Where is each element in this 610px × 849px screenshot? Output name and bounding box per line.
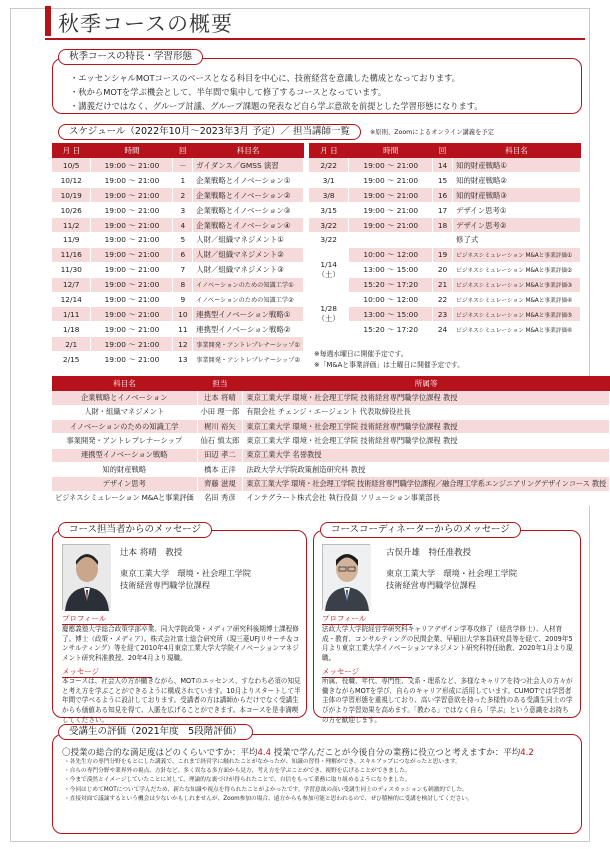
day-text: （土） <box>317 269 340 279</box>
table-row <box>52 307 304 322</box>
table-cell: 1 <box>173 173 193 188</box>
table-cell: 10/19 <box>52 188 91 203</box>
table-row <box>52 391 610 405</box>
table-cell: ビジネスシミュレーション M&Aと事業評価⑤ <box>453 307 581 322</box>
message-text: 本コースは、社会人の方が働きながら、MOTのエッセンス、すなわち必須の知見と考え方を学ぶことができるように構成されています。10月よりスタートして半年間で学べるように設計しております。受講者の方は講師からだけでなく受講生からも価値ある知見を得て、人脈を広げることができます。本コースを是非満喫してください。 <box>62 677 301 724</box>
table-cell: 18 <box>433 218 453 233</box>
table-cell: 20 <box>433 262 453 277</box>
date-text: 1/28 <box>320 304 337 314</box>
table-cell: 15:20 〜 17:20 <box>349 277 433 292</box>
table-cell: 11/30 <box>52 262 91 277</box>
table-cell: 19:00 〜 21:00 <box>91 247 173 262</box>
table-cell: 連携型イノベーション戦略① <box>193 307 304 322</box>
table-row <box>52 462 610 476</box>
table-row <box>52 262 304 277</box>
table-cell: 19:00 〜 21:00 <box>91 218 173 233</box>
table-row <box>52 337 304 352</box>
table-cell: 13:00 〜 15:00 <box>349 307 433 322</box>
schedule-table-right <box>309 143 581 337</box>
title-accent-bar <box>45 6 51 36</box>
org-line: 東京工業大学 環境・社会理工学院 <box>120 568 252 578</box>
date-text: 1/14 <box>320 259 337 269</box>
table-cell: 19:00 〜 21:00 <box>91 173 173 188</box>
table-row <box>309 173 581 188</box>
table-cell <box>433 232 453 247</box>
table-cell: 事業開発・アントレプレナーシップ <box>52 434 197 448</box>
table-cell: 10/12 <box>52 173 91 188</box>
page-title: 秋季コースの概要 <box>58 12 233 36</box>
comment-item: ・今まで漠然とイメージしていたことに対して、理論的な裏づけが得られたことで、自信をもって業務に取り組めるようになりました。 <box>64 777 411 784</box>
col-header: 科目名 <box>193 143 304 158</box>
table-row <box>52 434 610 448</box>
table-cell: 13:00 〜 15:00 <box>349 262 433 277</box>
table-row <box>52 322 304 337</box>
table-cell: 3/8 <box>309 188 349 203</box>
table-cell: 19:00 〜 21:00 <box>91 337 173 352</box>
table-row <box>309 262 581 277</box>
table-cell: － <box>173 158 193 173</box>
table-cell: 19:00 〜 21:00 <box>349 158 433 173</box>
org-line: 技術経営専門職学位課程 <box>386 580 477 590</box>
table-cell: ビジネスシミュレーション M&Aと事業評価① <box>453 247 581 262</box>
table-cell: 19 <box>433 247 453 262</box>
table-cell: 19:00 〜 21:00 <box>91 262 173 277</box>
table-cell: 19:00 〜 21:00 <box>91 188 173 203</box>
usefulness-score: 4.2 <box>520 748 534 758</box>
table-cell: 19:00 〜 21:00 <box>91 307 173 322</box>
table-row <box>52 158 304 173</box>
col-header: 科目名 <box>52 376 197 391</box>
profile-text: 慶應義塾大学総合政策学部卒業、同大学院政策・メディア研究科後期博士課程修了。博士（政策・メディア）。株式会社富士総合研究所（現三菱UFJリサーチ＆コンサルティング）等を経て2010年4月東京工業大学大学院イノベーションマネジメント研究科准教授、20年4月より現職。 <box>62 625 300 663</box>
coordinator-name: 古俣升雄 特任准教授 <box>386 548 472 558</box>
coordinator-affiliation <box>386 567 517 591</box>
table-row <box>52 477 610 491</box>
table-cell: 事業開発・アントレプレナーシップ② <box>193 352 304 367</box>
col-header: 回 <box>173 143 193 158</box>
table-cell: イノベーションのための知識工学① <box>193 277 304 292</box>
table-cell: 5 <box>173 232 193 247</box>
table-cell: 人財／組織マネジメント③ <box>193 262 304 277</box>
table-cell: 19:00 〜 21:00 <box>91 352 173 367</box>
table-cell: 2/1 <box>52 337 91 352</box>
table-row <box>309 247 581 262</box>
table-row <box>309 232 581 247</box>
table-cell: 3 <box>173 203 193 218</box>
table-cell: 知的財産戦略① <box>453 158 581 173</box>
satisfaction-question: 〇授業の総合的な満足度はどのくらいですか：平均 <box>62 748 258 758</box>
table-cell: 連携型イノベーション戦略 <box>52 448 197 462</box>
table-cell: 連携型イノベーション戦略② <box>193 322 304 337</box>
table-row <box>309 218 581 233</box>
features-list <box>70 71 570 113</box>
table-cell: 橋本 正洋 <box>197 462 243 476</box>
table-cell: 19:00 〜 21:00 <box>91 203 173 218</box>
table-cell: 8 <box>173 277 193 292</box>
title-rule <box>45 38 585 40</box>
table-cell: 知的財産戦略③ <box>453 188 581 203</box>
table-cell: 21 <box>433 277 453 292</box>
table-cell: ビジネスシミュレーション M&Aと事業評価④ <box>453 292 581 307</box>
table-cell: 10/26 <box>52 203 91 218</box>
table-row <box>309 277 581 292</box>
features-heading: 秋季コースの特長・学習形態 <box>58 49 203 65</box>
table-cell: ビジネスシミュレーション M&Aと事業評価② <box>453 262 581 277</box>
instructor-name: 辻本 将晴 教授 <box>120 548 183 558</box>
schedule-heading: スケジュール（2022年10月〜2023年3月 予定）／ 担当講師一覧 <box>58 124 361 140</box>
table-cell: 10 <box>173 307 193 322</box>
table-cell: 10:00 〜 12:00 <box>349 247 433 262</box>
table-cell: イノベーションのための知識工学② <box>193 292 304 307</box>
schedule-notes <box>314 349 464 371</box>
org-line: 東京工業大学 環境・社会理工学院 <box>386 568 518 578</box>
comment-item: ・今回はじめてMOTについて学んだため、新たな知識や視点を得られたことがよかったです。学習意欲の高い受講生同士のディスカッションも刺激的でした。 <box>64 786 468 793</box>
table-cell: 19:00 〜 21:00 <box>349 203 433 218</box>
table-cell: デザイン思考② <box>453 218 581 233</box>
message-text: 所属、役職、年代、専門性、文系・理系など、多様なキャリアを持つ社会人の方々が働きながらMOTを学び、自らのキャリア形成に活用しています。CUMOTでは学習者主体の学習形態を重視しており、高い学習意欲を持った多様性のある受講生同士の学びがより学習効果を高めます。「教わる」ではなく自ら「学ぶ」という意識をお持ちの方を歓迎します。 <box>322 677 573 724</box>
feature-item: ・講義だけではなく、グループ討議、グループ課題の発表など自ら学ぶ意欲を前提とした学習形態になります。 <box>70 101 483 111</box>
message-left-heading: コース担当者からのメッセージ <box>58 522 212 538</box>
table-cell: 3/22 <box>309 232 349 247</box>
table-cell: 17 <box>433 203 453 218</box>
table-cell: 東京工業大学 名誉教授 <box>243 448 610 462</box>
table-cell: 事業開発・アントレプレナーシップ① <box>193 337 304 352</box>
table-cell: 19:00 〜 21:00 <box>349 173 433 188</box>
instructor-affiliation <box>120 567 251 591</box>
table-cell: 企業戦略とイノベーション④ <box>193 218 304 233</box>
table-cell: デザイン思考① <box>453 203 581 218</box>
day-text: （土） <box>317 314 340 324</box>
table-row <box>52 277 304 292</box>
table-cell: ビジネスシミュレーション M&Aと事業評価 <box>52 491 197 505</box>
table-cell: 11 <box>173 322 193 337</box>
table-cell <box>349 232 433 247</box>
coordinator-photo <box>322 544 370 610</box>
table-row <box>52 188 304 203</box>
table-cell: ビジネスシミュレーション M&Aと事業評価③ <box>453 277 581 292</box>
table-row <box>52 448 610 462</box>
note-line: ※毎週水曜日に開催予定です。 <box>314 350 408 358</box>
table-cell: イノベーションのための知識工学 <box>52 420 197 434</box>
table-cell: 19:00 〜 21:00 <box>91 277 173 292</box>
col-header: 月 日 <box>52 143 91 158</box>
col-header: 時間 <box>349 143 433 158</box>
table-cell: 人財・組織マネジメント <box>52 405 197 419</box>
col-header: 時間 <box>91 143 173 158</box>
col-header: 月 日 <box>309 143 349 158</box>
table-cell: インテグラート株式会社 執行役員 ソリューション事業部長 <box>243 491 610 505</box>
table-cell: ビジネスシミュレーション M&Aと事業評価⑥ <box>453 322 581 337</box>
table-cell: 19:00 〜 21:00 <box>349 188 433 203</box>
table-cell: 7 <box>173 262 193 277</box>
table-cell: 法政大学大学院政策創造研究科 教授 <box>243 462 610 476</box>
table-cell: 企業戦略とイノベーション <box>52 391 197 405</box>
table-cell: 有限会社 チェンジ・エージェント 代表取締役社長 <box>243 405 610 419</box>
table-row <box>52 420 610 434</box>
table-cell: 11/9 <box>52 232 91 247</box>
table-cell: 3/1 <box>309 173 349 188</box>
table-cell: ガイダンス／GMSS 演習 <box>193 158 304 173</box>
table-row <box>52 491 610 505</box>
table-cell: 10:00 〜 12:00 <box>349 292 433 307</box>
comment-item: ・各先生方の専門分野をもとにした講義で、これまで経営学に触れたことがなかったが、知識の習得・理解ができ、スキルアップにつながったと思います。 <box>64 759 461 765</box>
col-header: 担当 <box>197 376 243 391</box>
table-cell: 知的財産戦略 <box>52 462 197 476</box>
table-cell: 辻本 将晴 <box>197 391 243 405</box>
instructor-table <box>52 376 610 506</box>
table-cell: 企業戦略とイノベーション③ <box>193 203 304 218</box>
table-cell: 2/22 <box>309 158 349 173</box>
table-cell: 3/22 <box>309 218 349 233</box>
profile-text: 法政大学大学院経営学研究科キャリアデザイン学専攻修了（経営学修士）、人材育成・教育、コンサルティングの民間企業、早稲田大学客員研究員等を経て、2009年5月より東京工業大学イノベーションマネジメント研究科特任助教、2020年1月より現職。 <box>322 625 573 663</box>
saturday-date-cell <box>309 292 349 337</box>
table-cell: 11/2 <box>52 218 91 233</box>
table-cell: 修了式 <box>453 232 581 247</box>
table-row <box>309 322 581 337</box>
table-row <box>52 173 304 188</box>
table-cell: 東京工業大学 環境・社会理工学院 技術経営専門職学位課程 教授 <box>243 391 610 405</box>
table-cell: 企業戦略とイノベーション① <box>193 173 304 188</box>
saturday-date-cell <box>309 247 349 292</box>
table-cell: 22 <box>433 292 453 307</box>
table-cell: 4 <box>173 218 193 233</box>
evaluation-scores <box>62 746 534 758</box>
table-cell: 10/5 <box>52 158 91 173</box>
table-cell: 人財／組織マネジメント② <box>193 247 304 262</box>
table-row <box>52 218 304 233</box>
evaluation-heading: 受講生の評価（2021年度 5段階評価） <box>58 724 253 740</box>
comment-item: ・自らの専門分野や業界外の視点、方針など、多く異なる多方面から見方、考え方を学ぶことができ、視野を広げることができました。 <box>64 768 411 775</box>
table-cell: 9 <box>173 292 193 307</box>
table-cell: 15:20 〜 17:20 <box>349 322 433 337</box>
org-line: 技術経営専門職学位課程 <box>120 580 211 590</box>
table-cell: 名田 秀彦 <box>197 491 243 505</box>
table-cell: 16 <box>433 188 453 203</box>
table-cell: 6 <box>173 247 193 262</box>
table-cell: 東京工業大学 環境・社会理工学院 技術経営専門職学位課程／融合理工学系エンジニアリングデザインコース 教授 <box>243 477 610 491</box>
profile-label: プロフィール <box>62 614 152 625</box>
table-cell: 仙石 慎太郎 <box>197 434 243 448</box>
table-row <box>52 232 304 247</box>
usefulness-question: 授業で学んだことが今後自分の業務に役立つと考えますか：平均 <box>273 748 521 758</box>
table-cell: 12 <box>173 337 193 352</box>
table-cell: 19:00 〜 21:00 <box>91 158 173 173</box>
table-row <box>52 352 304 367</box>
table-cell: 小田 理一郎 <box>197 405 243 419</box>
table-cell: 11/16 <box>52 247 91 262</box>
table-cell: 14 <box>433 158 453 173</box>
table-row <box>52 292 304 307</box>
satisfaction-score: 4.4 <box>257 748 272 758</box>
table-row <box>52 247 304 262</box>
note-line: ※「M&Aと事業評価」は土曜日に開催予定です。 <box>314 361 465 369</box>
table-cell: 田辺 孝二 <box>197 448 243 462</box>
table-cell: 19:00 〜 21:00 <box>91 292 173 307</box>
table-cell: 23 <box>433 307 453 322</box>
table-cell: 齊藤 滋規 <box>197 477 243 491</box>
table-row <box>309 307 581 322</box>
table-row <box>309 158 581 173</box>
table-cell: デザイン思考 <box>52 477 197 491</box>
table-cell: 19:00 〜 21:00 <box>91 232 173 247</box>
table-cell: 1/11 <box>52 307 91 322</box>
table-cell: 知的財産戦略② <box>453 173 581 188</box>
col-header: 所属等 <box>243 376 610 391</box>
message-label: メッセージ <box>322 667 412 678</box>
table-cell: 15 <box>433 173 453 188</box>
col-header: 科目名 <box>453 143 581 158</box>
table-cell: 2/15 <box>52 352 91 367</box>
schedule-note: ※原則、Zoomによるオンライン講義を予定 <box>370 129 494 136</box>
table-row <box>52 203 304 218</box>
table-cell: 12/14 <box>52 292 91 307</box>
message-label: メッセージ <box>62 667 152 678</box>
table-cell: 3/15 <box>309 203 349 218</box>
schedule-table-left <box>52 143 304 367</box>
feature-item: ・エッセンシャルMOTコースのベースとなる科目を中心に、技術経営を意識した構成となっております。 <box>70 73 461 83</box>
profile-label: プロフィール <box>322 614 412 625</box>
table-cell: 人財／組織マネジメント① <box>193 232 304 247</box>
message-right-heading: コースコーディネーターからのメッセージ <box>320 522 521 538</box>
col-header: 回 <box>433 143 453 158</box>
table-cell: 12/7 <box>52 277 91 292</box>
table-cell: 梶川 裕矢 <box>197 420 243 434</box>
table-cell: 19:00 〜 21:00 <box>349 218 433 233</box>
feature-item: ・秋からMOTを学ぶ機会として、半年間で集中して修了するコースとなっています。 <box>70 87 387 97</box>
table-cell: 2 <box>173 188 193 203</box>
table-cell: 19:00 〜 21:00 <box>91 322 173 337</box>
table-cell: 東京工業大学 環境・社会理工学院 技術経営専門職学位課程 教授 <box>243 434 610 448</box>
table-row <box>309 292 581 307</box>
table-row <box>52 405 610 419</box>
table-cell: 24 <box>433 322 453 337</box>
table-row <box>309 203 581 218</box>
comment-item: ・直接対面で議論するという機会は少ないかもしれませんが、Zoom参加の場合、遠方からも参加可能と思われるので、ぜひ積極的に受講を検討してください。 <box>64 795 473 802</box>
table-row <box>309 188 581 203</box>
table-cell: 企業戦略とイノベーション② <box>193 188 304 203</box>
instructor-photo <box>62 544 110 610</box>
table-cell: 13 <box>173 352 193 367</box>
table-cell: 1/18 <box>52 322 91 337</box>
table-cell: 東京工業大学 環境・社会理工学院 技術経営専門職学位課程 教授 <box>243 420 610 434</box>
evaluation-comments <box>64 758 579 804</box>
